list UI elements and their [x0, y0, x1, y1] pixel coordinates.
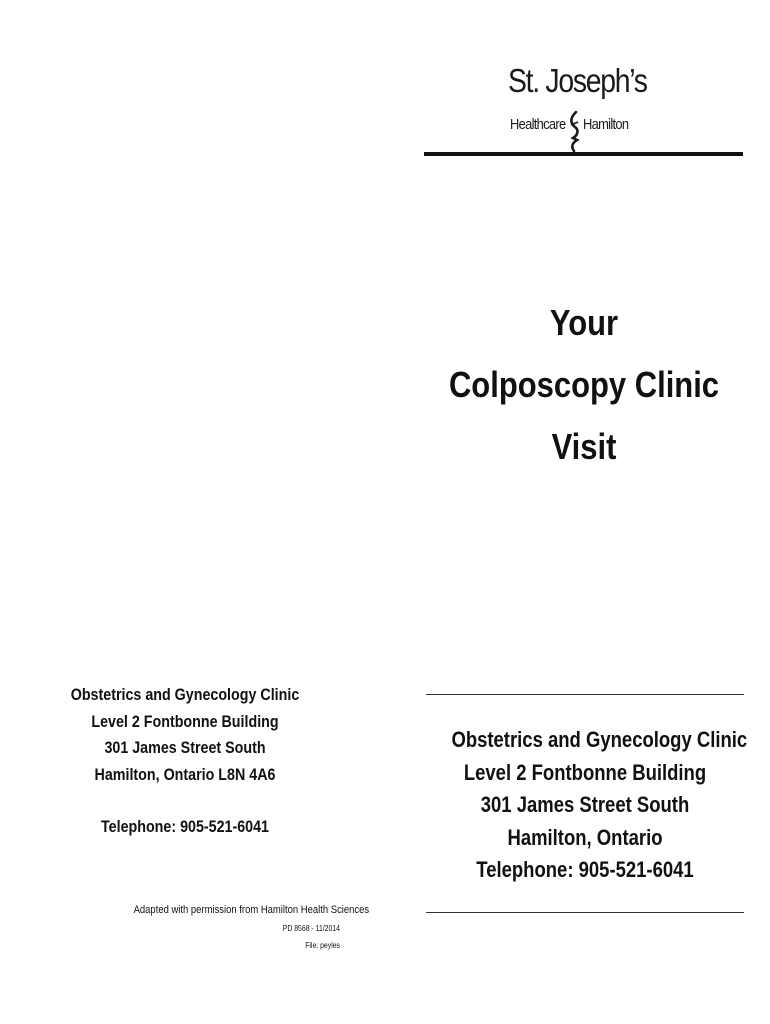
- logo-hamilton: Hamilton: [583, 116, 629, 133]
- title-line-1: Your: [549, 302, 619, 343]
- logo-healthcare: Healthcare: [510, 116, 566, 133]
- left-telephone: Telephone: 905-521-6041: [101, 817, 269, 836]
- title-line-2: Colposcopy Clinic: [448, 364, 720, 405]
- file-name: File: peyles: [305, 941, 340, 950]
- left-clinic-name: Obstetrics and Gynecology Clinic: [70, 685, 300, 704]
- logo-mark-icon: [566, 110, 582, 152]
- logo-name: St. Joseph’s: [508, 62, 647, 99]
- pd-number: PD 8568 - 11/2014: [282, 924, 340, 933]
- adapted-note: Adapted with permission from Hamilton Health Sciences: [133, 904, 370, 916]
- left-building: Level 2 Fontbonne Building: [91, 711, 279, 731]
- title-line-3: Visit: [551, 426, 617, 467]
- st-josephs-logo: [500, 62, 650, 152]
- right-telephone: Telephone: 905-521-6041: [476, 857, 694, 882]
- right-city: Hamilton, Ontario: [507, 824, 663, 850]
- right-address-block: [451, 724, 748, 887]
- left-address-block: [63, 682, 307, 788]
- right-street: 301 James Street South: [480, 792, 690, 817]
- page-title: [446, 292, 721, 478]
- top-divider: [424, 152, 743, 156]
- right-clinic-name: Obstetrics and Gynecology Clinic: [451, 727, 748, 752]
- left-street: 301 James Street South: [104, 738, 266, 757]
- address-top-divider: [426, 694, 744, 695]
- right-building: Level 2 Fontbonne Building: [463, 759, 707, 785]
- address-bottom-divider: [426, 912, 744, 913]
- left-city: Hamilton, Ontario L8N 4A6: [94, 764, 276, 784]
